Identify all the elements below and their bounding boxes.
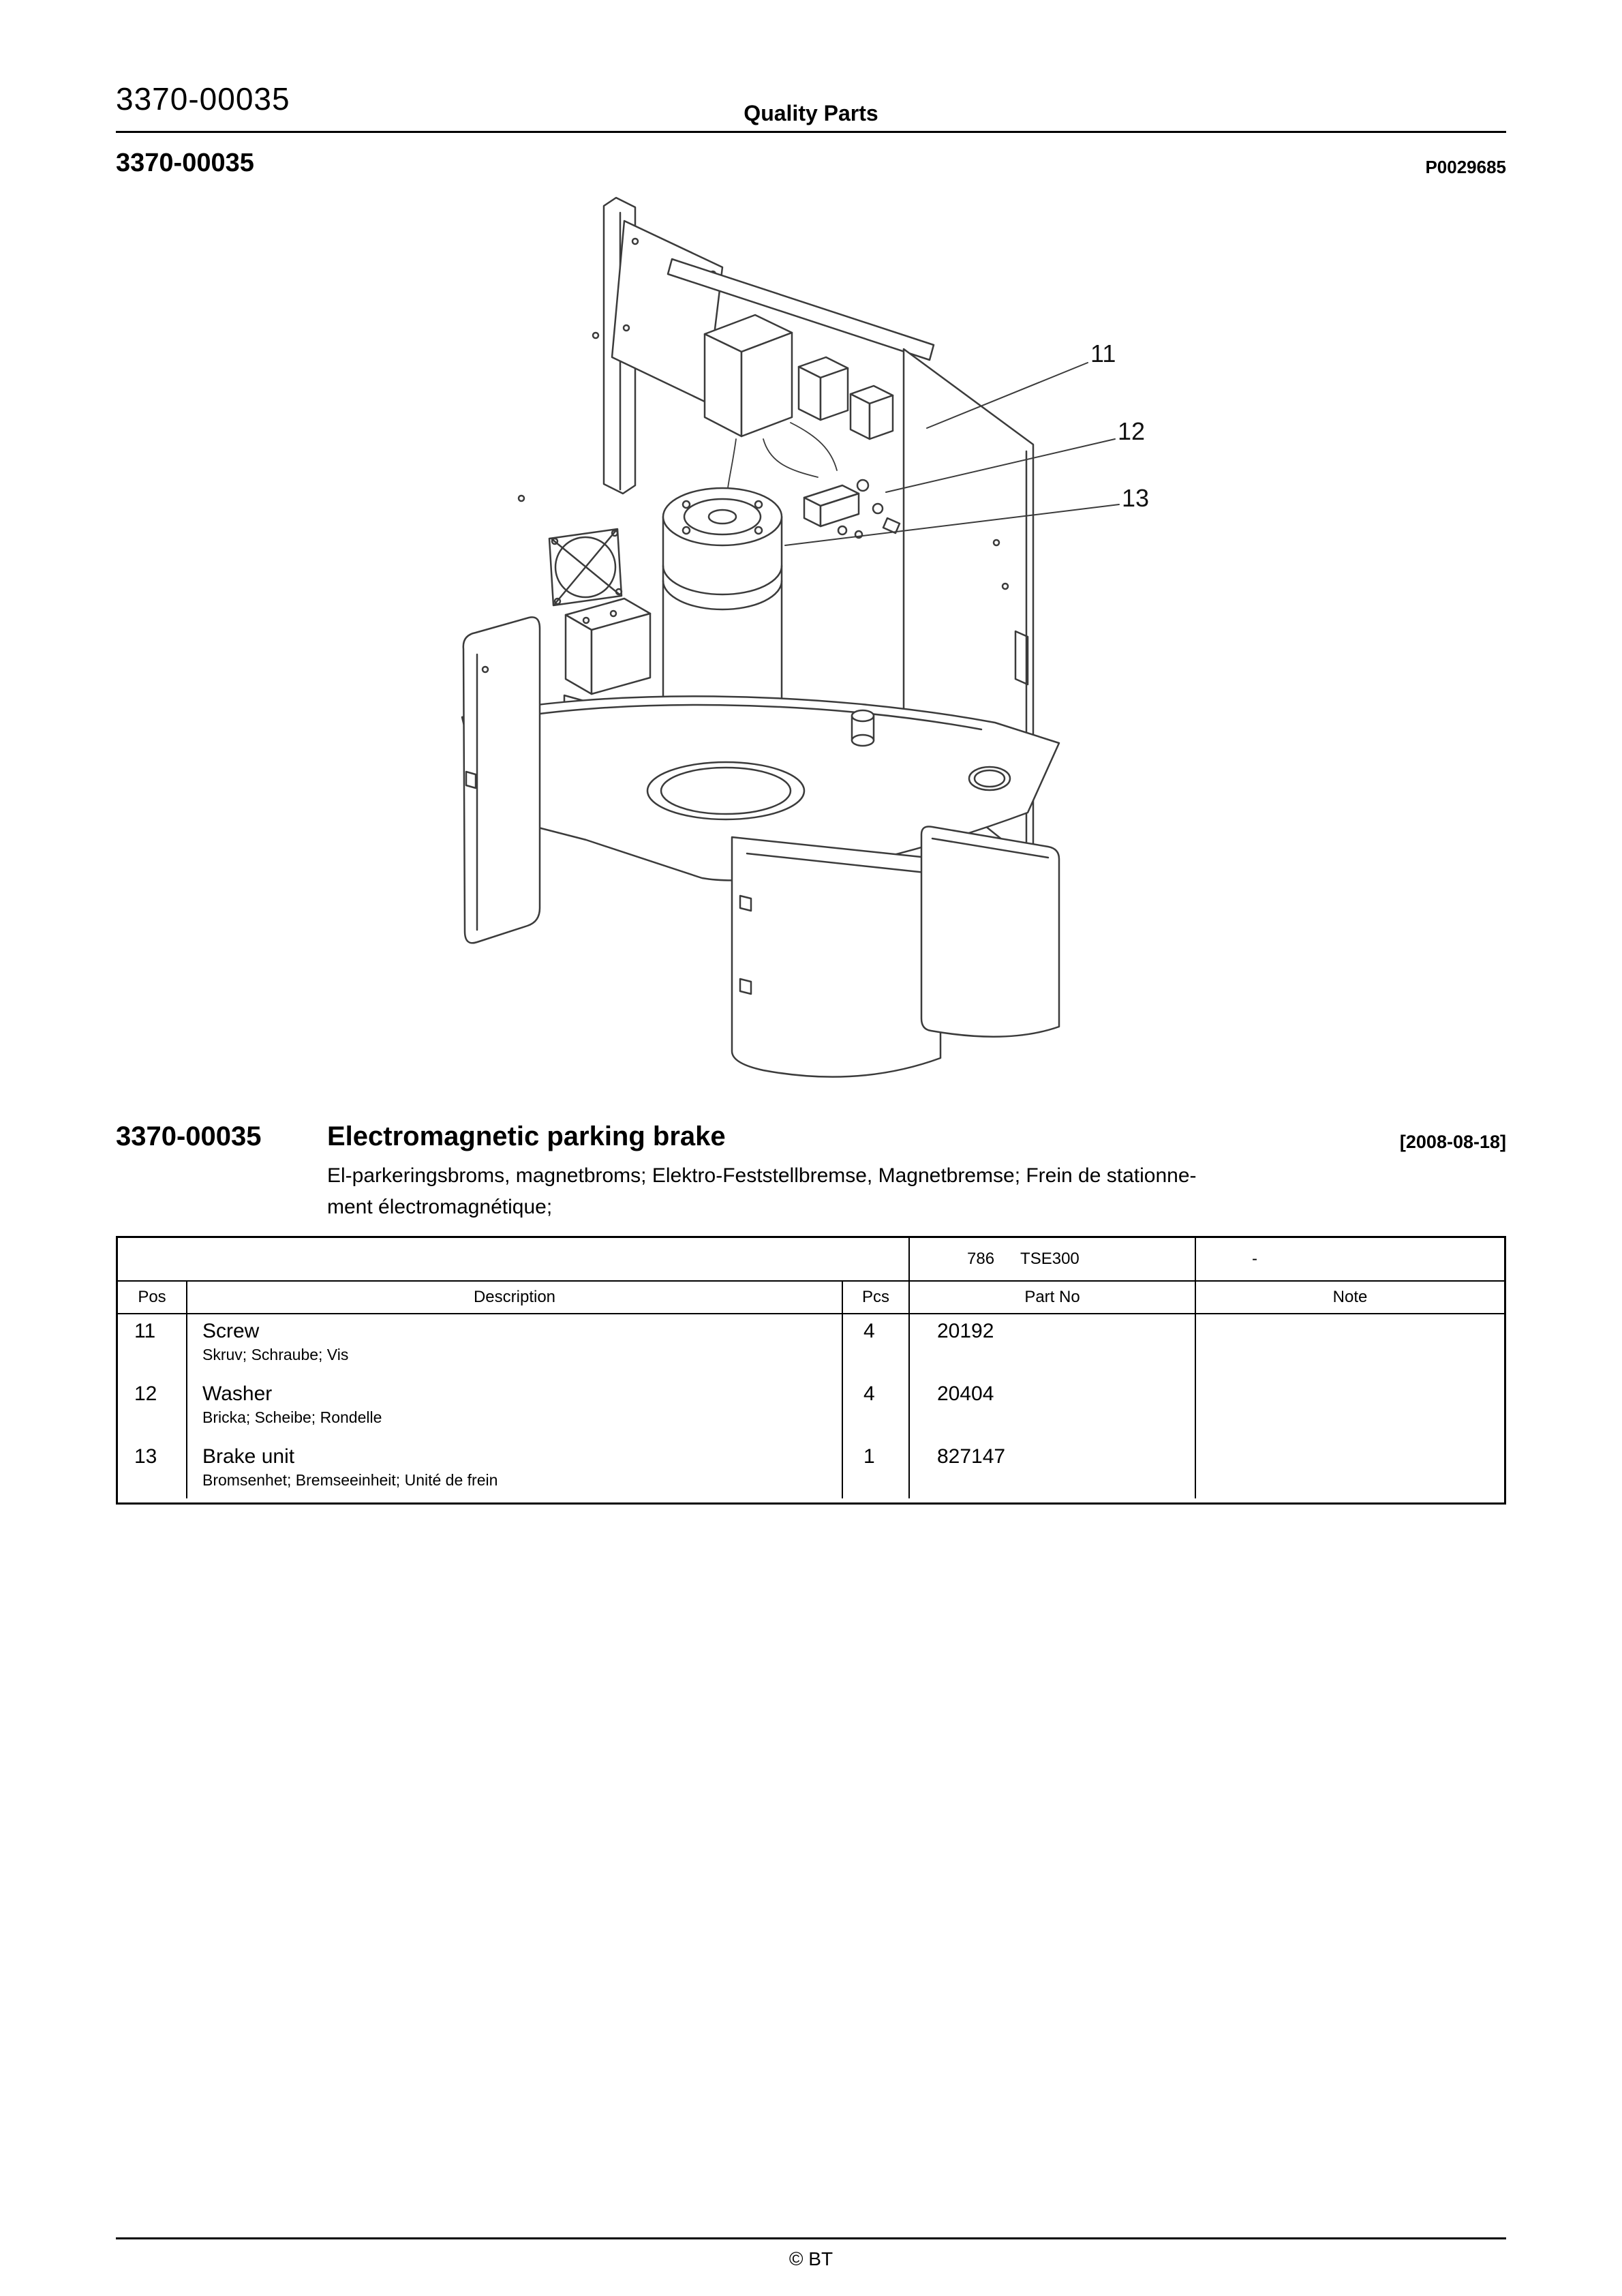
- parts-table: [116, 1236, 1506, 1505]
- exploded-view-diagram: [382, 177, 1240, 1091]
- header-pcs: Pcs: [842, 1282, 908, 1313]
- description-translations: Bricka; Scheibe; Rondelle: [202, 1408, 382, 1426]
- cell-description: [186, 1440, 842, 1498]
- section-subtitle: [327, 1160, 1513, 1223]
- model-band-dash-cell: [1195, 1238, 1504, 1280]
- callout-label-13: 13: [1122, 484, 1150, 512]
- section-title: Electromagnetic parking brake: [327, 1121, 726, 1151]
- description-translations: Bromsenhet; Bremseeinheit; Unité de frein: [202, 1471, 498, 1489]
- document-number-header: 3370-00035: [116, 81, 290, 117]
- subtitle-line-1: El-parkeringsbroms, magnetbroms; Elektro-Feststellbremse, Magnetbremse; Frein de stationne-: [327, 1164, 1197, 1187]
- figure-number: 3370-00035: [116, 149, 254, 177]
- footer-divider: [116, 2237, 1506, 2239]
- cell-pcs: 4: [842, 1314, 908, 1377]
- cell-part-no: 20404: [908, 1377, 1195, 1440]
- model-band-row: [118, 1238, 1504, 1282]
- callout-label-12: 12: [1118, 417, 1146, 445]
- cell-pos: 13: [134, 1445, 157, 1468]
- description-translations: Skruv; Schraube; Vis: [202, 1346, 349, 1363]
- footer-copyright: © BT: [789, 2248, 833, 2269]
- header-note: Note: [1195, 1282, 1504, 1313]
- cell-note: [1195, 1440, 1504, 1498]
- description-main: Washer: [202, 1383, 273, 1405]
- table-row: [118, 1377, 1504, 1440]
- model-dash: -: [1252, 1250, 1257, 1268]
- image-reference-code: P0029685: [1425, 157, 1506, 177]
- table-row: [118, 1440, 1504, 1502]
- header-pos: Pos: [138, 1288, 166, 1306]
- description-main: Brake unit: [202, 1445, 295, 1468]
- table-header-row: [118, 1282, 1504, 1314]
- header-title: Quality Parts: [744, 101, 878, 125]
- header-description: Description: [186, 1282, 842, 1313]
- cell-pos: 12: [134, 1383, 157, 1405]
- header-part-no: Part No: [908, 1282, 1195, 1313]
- cell-part-no: 827147: [908, 1440, 1195, 1498]
- callout-label-11: 11: [1090, 339, 1116, 367]
- table-row: [118, 1314, 1504, 1377]
- section-revision-date: [2008-08-18]: [1399, 1132, 1506, 1152]
- cell-pcs: 1: [842, 1440, 908, 1498]
- header-divider: [116, 131, 1506, 133]
- cell-note: [1195, 1377, 1504, 1440]
- description-main: Screw: [202, 1320, 260, 1342]
- cell-note: [1195, 1314, 1504, 1377]
- subtitle-line-2: ment électromagnétique;: [327, 1196, 553, 1218]
- model-code: 786: [967, 1250, 995, 1268]
- model-name: TSE300: [1020, 1250, 1080, 1268]
- cell-description: [186, 1377, 842, 1440]
- cell-description: [186, 1314, 842, 1377]
- section-number: 3370-00035: [116, 1121, 262, 1151]
- cell-pos: 11: [134, 1320, 156, 1342]
- cell-part-no: 20192: [908, 1314, 1195, 1377]
- model-band-model-cell: [908, 1238, 1195, 1280]
- diagram-drawing: [382, 177, 1240, 1091]
- cell-pcs: 4: [842, 1377, 908, 1440]
